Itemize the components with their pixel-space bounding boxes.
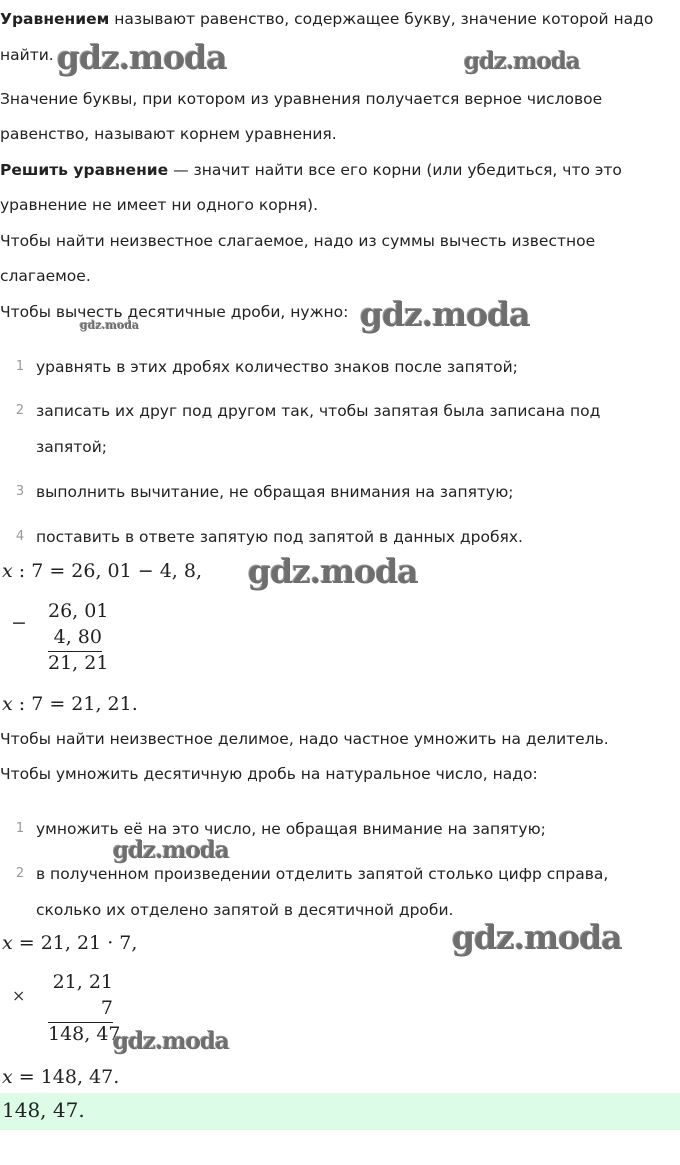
list-text: выполнить вычитание, не обращая внимания на запятую; [36,483,514,501]
equation-conclusion: : 7 = 21, 21. [12,693,138,715]
multiplier: 7 [100,997,113,1019]
equation-step2 [2,932,137,954]
solve-definition [0,153,676,189]
list-text: записать их друг под другом так, чтобы запятая была записана под [36,402,601,420]
watermark: gdz.moda [464,48,580,75]
difference: 21, 21 [48,652,109,674]
multiplicand: 21, 21 [52,971,113,993]
variable-x: x [2,693,13,715]
solve-term: Решить уравнение [0,161,169,179]
list-number: 1 [15,821,25,836]
minuend: 26, 01 [48,600,109,622]
variable-x: x [2,560,13,582]
equation-rhs: : 7 = 26, 01 − 4, 8, [12,560,203,582]
watermark: gdz.moda [80,319,140,332]
addend-rule-line2: слагаемое. [0,267,91,285]
watermark: gdz.moda [452,918,622,957]
subtrahend: 4, 80 [53,626,102,648]
solve-definition-text: — значит найти все его корни (или убедиться, что это [168,161,622,179]
product: 148, 47 [48,1023,121,1045]
watermark: gdz.moda [113,837,229,864]
minus-sign: − [11,612,27,634]
equation-rhs: = 21, 21 · 7, [12,932,138,954]
list-text: уравнять в этих дробях количество знаков после запятой; [36,358,518,376]
list-text: поставить в ответе запятую под запятой в данных дробях. [36,528,523,546]
watermark: gdz.moda [113,1028,229,1055]
answer-box [0,1093,680,1130]
watermark: gdz.moda [360,295,530,334]
variable-x: x [2,1066,13,1088]
watermark: gdz.moda [57,38,227,77]
equation-definition-cont: найти. [0,46,54,64]
variable-x: x [2,932,13,954]
solve-definition-line2: уравнение не имеет ни одного корня). [0,196,318,214]
list-number: 1 [15,359,25,374]
equation-step1 [2,560,202,582]
list-text: запятой; [36,438,108,456]
addend-rule-line1: Чтобы найти неизвестное слагаемое, надо из суммы вычесть известное [0,232,596,250]
list-text: умножить её на это число, не обращая внимание на запятую; [36,820,546,838]
equation-step2-result [2,1066,119,1088]
equation-definition-text: называют равенство, содержащее букву, значение которой надо [109,10,654,28]
list-number: 4 [15,529,25,544]
list-text: в полученном произведении отделить запятой столько цифр справа, [36,865,609,883]
answer-value: 148, 47. [2,1098,85,1122]
times-sign: × [12,986,26,1005]
equation-term: Уравнением [0,10,110,28]
equation-conclusion: = 148, 47. [12,1066,120,1088]
watermark: gdz.moda [248,552,418,591]
list-number: 3 [15,484,25,499]
dividend-rule: Чтобы найти неизвестное делимое, надо частное умножить на делитель. [0,730,609,748]
multiply-intro: Чтобы умножить десятичную дробь на натуральное число, надо: [0,765,538,783]
subtract-intro: Чтобы вычесть десятичные дроби, нужно: [0,303,349,321]
list-number: 2 [15,866,25,881]
root-definition-line2: равенство, называют корнем уравнения. [0,125,337,143]
equation-definition [0,2,676,38]
list-number: 2 [15,403,25,418]
list-text: сколько их отделено запятой в десятичной дроби. [36,901,454,919]
equation-step1-result [2,693,138,715]
root-definition-line1: Значение буквы, при котором из уравнения получается верное числовое [0,90,603,108]
